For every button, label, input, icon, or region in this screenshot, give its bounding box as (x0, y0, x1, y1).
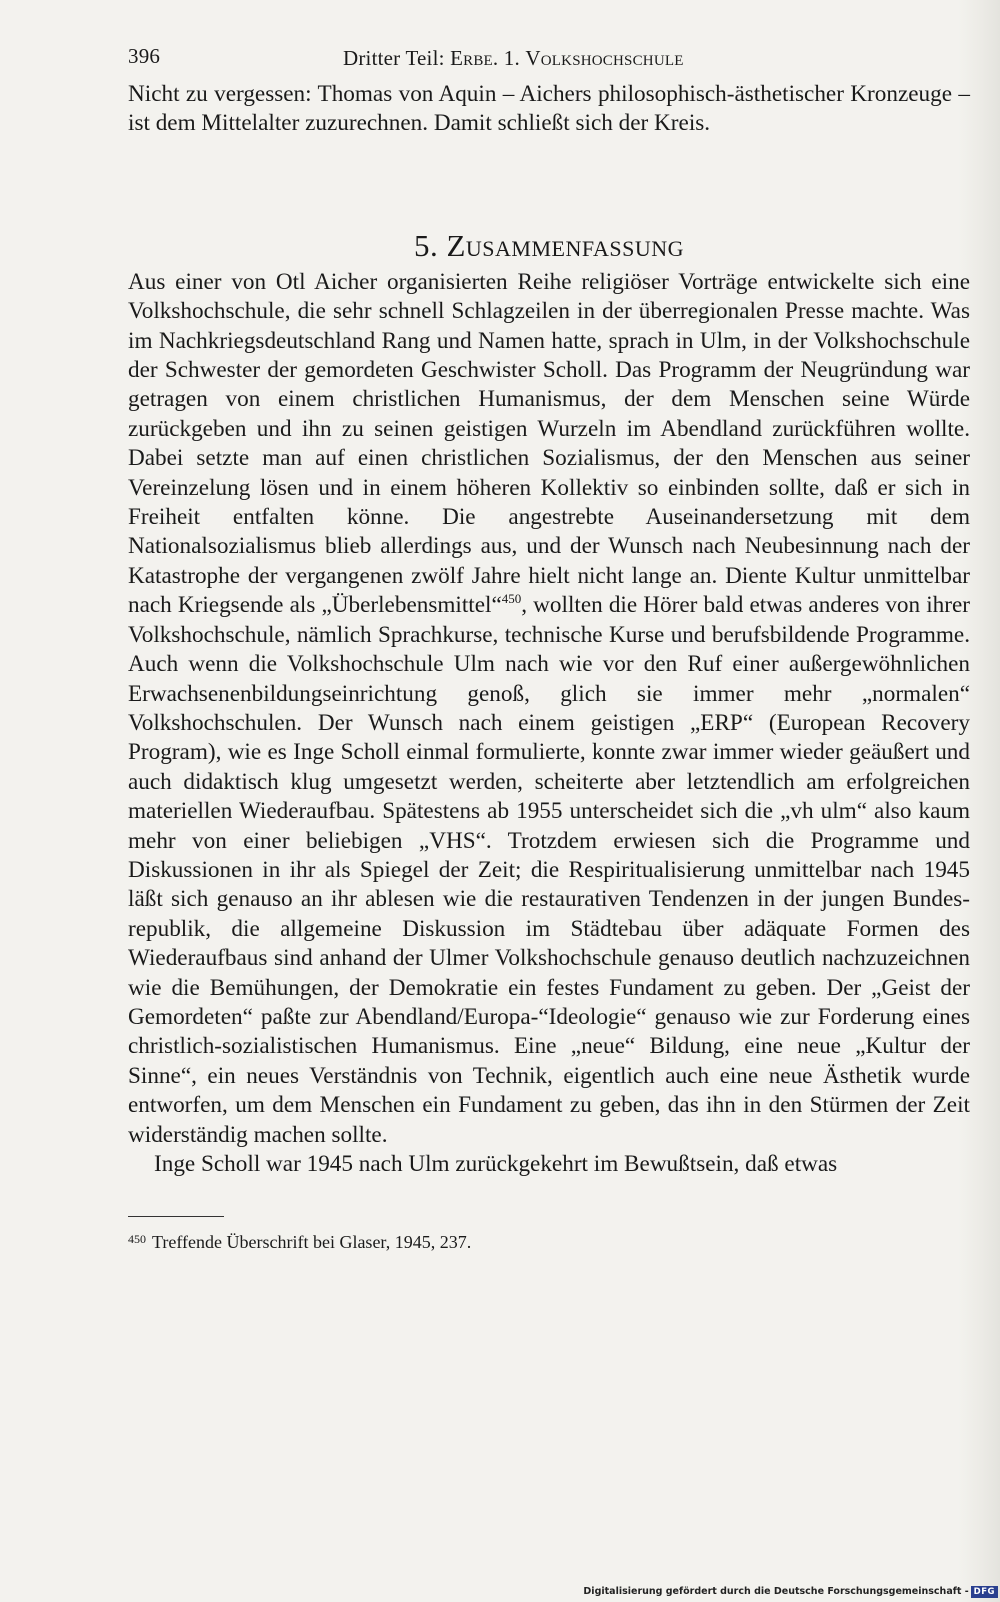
running-head (128, 40, 970, 80)
summary-paragraph: Aus einer von Otl Aicher organisierten Reihe religiöser Vorträge entwickelte sich eine Volkshochschule, die sehr schnell Schlagzeilen in der überregionalen Presse machte. Was im Nachkriegsdeutschland Rang und Namen hatte, sprach in Ulm, in der Volkshochschule der Schwester der gemordeten Geschwister Scholl. Das Programm der Neugründung war getragen von einem christlichen Humanismus, der dem Menschen seine Würde zurückgeben und ihn zu seinen geistigen Wurzeln im Abendland zurückführen wollte. Dabei setzte man auf einen christlichen Sozialismus, der den Menschen aus seiner Vereinzelung lösen und in einem höheren Kollektiv so einbinden sollte, daß er sich in Freiheit entfalten könne. Die angestrebte Auseinandersetzung mit dem Nationalsozialismus blieb allerdings aus, und der Wunsch nach Neubesinnung nach der Katastrophe der vergangenen zwölf Jahre hielt nicht lange an. Diente Kultur unmittelbar nach Kriegsende als „Überlebensmittel“$^{450}$, wollten die Hörer bald etwas anderes von ihrer Volkshochschule, nämlich Sprachkurse, technische Kurse und berufsbildende Programme. Auch wenn die Volkshochschule Ulm nach wie vor den Ruf einer außergewöhnlichen Erwachsenenbildungseinrichtung genoß, glich sie immer mehr „normalen“ Volkshochschulen. Der Wunsch nach einem geistigen „ERP“ (European Recovery Program), wie es Inge Scholl einmal formulierte, konnte zwar immer wieder geäußert und auch didaktisch klug umgesetzt werden, scheiterte aber letztendlich am erfolgreichen materiellen Wiederaufbau. Spätestens ab 1955 unterscheidet sich die „vh ulm“ also kaum mehr von einer beliebigen „VHS“. Trotzdem erwiesen sich die Programme und Diskussionen in ihr als Spiegel der Zeit; die Respiritualisierung unmittelbar nach 1945 läßt sich genauso an ihr ablesen wie die restaurativen Tendenzen in der jungen Bundesrepublik, die allgemeine Diskussion im Städtebau über adäquate Formen des Wiederaufbaus sind anhand der Ulmer Volkshochschule genauso deutlich nachzuzeichnen wie die Bemühungen, der Demokratie ein festes Fundament zu geben. Der „Geist der Gemordeten“ paßte zur Abendland/Europa-“Ideologie“ genauso wie zur Forderung eines christlich-sozialistischen Humanismus. Eine „neue“ Bildung, eine neue „Kultur der Sinne“, ein neues Verständnis von Technik, eigentlich auch eine neue Ästhetik wurde entworfen, um dem Menschen ein Fundament zu geben, das ihn in den Stürmen der Zeit widerständig machen sollte. (128, 268, 971, 1148)
running-title-part: Erbe (450, 46, 493, 70)
running-title-chapter: Volkshochschule (525, 46, 684, 70)
section-number: 5. (413, 227, 439, 263)
section-heading (128, 228, 970, 268)
footnote-reference: 450 (501, 591, 522, 607)
footnote-rule (128, 1216, 224, 1217)
footnote-number: 450 (128, 1232, 146, 1247)
intro-paragraph: Nicht zu vergessen: Thomas von Aquin – Aichers philosophisch-ästhetischer Kronzeuge – ist dem Mittelalter zuzurechnen. Damit schließt sich der Kreis. (128, 81, 970, 137)
dfg-logo: DFG (971, 1586, 998, 1598)
scan-credit: Digitalisierung gefördert durch die Deutsche Forschungsgemeinschaft - DFG (583, 1586, 998, 1598)
continuing-paragraph: Inge Scholl war 1945 nach Ulm zurückgekehrt im Bewußtsein, daß etwas (154, 1151, 838, 1177)
book-page (128, 40, 970, 1253)
footnote (128, 1228, 970, 1253)
footnote-text: Treffende Überschrift bei Glaser, 1945, 237. (152, 1232, 472, 1253)
page-number: 396 (128, 44, 161, 68)
running-title: Dritter Teil: Erbe. 1. Volkshochschule (343, 46, 684, 70)
section-title: Zusammenfassung (446, 227, 685, 263)
